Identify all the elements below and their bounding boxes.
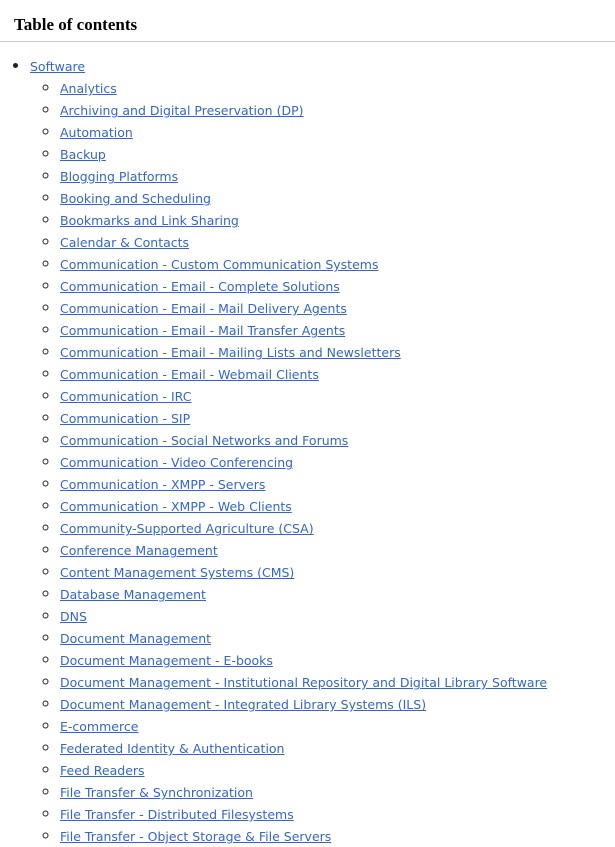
toc-link[interactable]: Communication - Email - Webmail Clients	[60, 367, 319, 383]
toc-link[interactable]: File Transfer - Object Storage & File Servers	[60, 829, 332, 845]
list-item	[60, 165, 615, 187]
list-item	[60, 253, 615, 275]
list-item	[60, 671, 615, 693]
toc-link[interactable]: Bookmarks and Link Sharing	[60, 213, 239, 229]
toc-link[interactable]: Blogging Platforms	[60, 169, 179, 185]
toc-link[interactable]: Database Management	[60, 587, 206, 603]
list-item	[60, 649, 615, 671]
toc-link[interactable]: Document Management - E-books	[60, 653, 273, 669]
list-item	[60, 561, 615, 583]
list-item	[60, 693, 615, 715]
list-item	[60, 517, 615, 539]
toc-link[interactable]: Communication - SIP	[60, 411, 191, 427]
toc-link[interactable]: File Transfer - Distributed Filesystems	[60, 807, 294, 823]
list-item	[60, 429, 615, 451]
toc-link[interactable]: Feed Readers	[60, 763, 145, 779]
toc-sublist	[30, 77, 615, 847]
toc-root-list	[0, 56, 615, 847]
list-item	[60, 363, 615, 385]
toc-link[interactable]: Communication - Email - Mailing Lists and Newsletters	[60, 345, 401, 361]
list-item	[60, 495, 615, 517]
list-item	[60, 627, 615, 649]
list-item	[30, 56, 615, 847]
list-item	[60, 803, 615, 825]
list-item	[60, 759, 615, 781]
list-item	[60, 187, 615, 209]
list-item	[60, 407, 615, 429]
list-item	[60, 99, 615, 121]
list-item	[60, 583, 615, 605]
list-item	[60, 297, 615, 319]
list-item	[60, 319, 615, 341]
list-item	[60, 143, 615, 165]
toc-link[interactable]: Booking and Scheduling	[60, 191, 211, 207]
toc-link[interactable]: Analytics	[60, 81, 117, 97]
toc-link[interactable]: File Transfer & Synchronization	[60, 785, 253, 801]
toc-link[interactable]: Communication - Video Conferencing	[60, 455, 294, 471]
toc-link[interactable]: Communication - XMPP - Web Clients	[60, 499, 292, 515]
list-item	[60, 451, 615, 473]
toc-link[interactable]: Community-Supported Agriculture (CSA)	[60, 521, 314, 537]
list-item	[60, 121, 615, 143]
toc-link-software[interactable]: Software	[30, 59, 86, 75]
list-item	[60, 825, 615, 847]
list-item	[60, 715, 615, 737]
toc-link[interactable]: Communication - Email - Mail Delivery Agents	[60, 301, 347, 317]
toc-link[interactable]: Content Management Systems (CMS)	[60, 565, 295, 581]
list-item	[60, 77, 615, 99]
toc-link[interactable]: Communication - Social Networks and Forums	[60, 433, 349, 449]
list-item	[60, 539, 615, 561]
heading-divider	[0, 41, 615, 42]
toc-link[interactable]: Archiving and Digital Preservation (DP)	[60, 103, 304, 119]
list-item	[60, 341, 615, 363]
page-title: Table of contents	[14, 15, 138, 34]
toc-link[interactable]: Communication - IRC	[60, 389, 192, 405]
list-item	[60, 385, 615, 407]
list-item	[60, 275, 615, 297]
list-item	[60, 209, 615, 231]
toc-link[interactable]: Communication - Email - Mail Transfer Agents	[60, 323, 346, 339]
toc-link[interactable]: E-commerce	[60, 719, 139, 735]
toc-link[interactable]: Backup	[60, 147, 106, 163]
toc-link[interactable]: Communication - Email - Complete Solutions	[60, 279, 340, 295]
toc-link[interactable]: Calendar & Contacts	[60, 235, 190, 251]
toc-link[interactable]: DNS	[60, 609, 87, 625]
list-item	[60, 473, 615, 495]
toc-link[interactable]: Document Management - Integrated Library Systems (ILS)	[60, 697, 427, 713]
toc-link[interactable]: Automation	[60, 125, 133, 141]
list-item	[60, 737, 615, 759]
toc-link[interactable]: Communication - XMPP - Servers	[60, 477, 266, 493]
list-item	[60, 605, 615, 627]
toc-link[interactable]: Conference Management	[60, 543, 218, 559]
toc-link[interactable]: Federated Identity & Authentication	[60, 741, 285, 757]
toc-link[interactable]: Communication - Custom Communication Systems	[60, 257, 379, 273]
list-item	[60, 231, 615, 253]
toc-link[interactable]: Document Management - Institutional Repository and Digital Library Software	[60, 675, 548, 691]
toc-link[interactable]: Document Management	[60, 631, 212, 647]
